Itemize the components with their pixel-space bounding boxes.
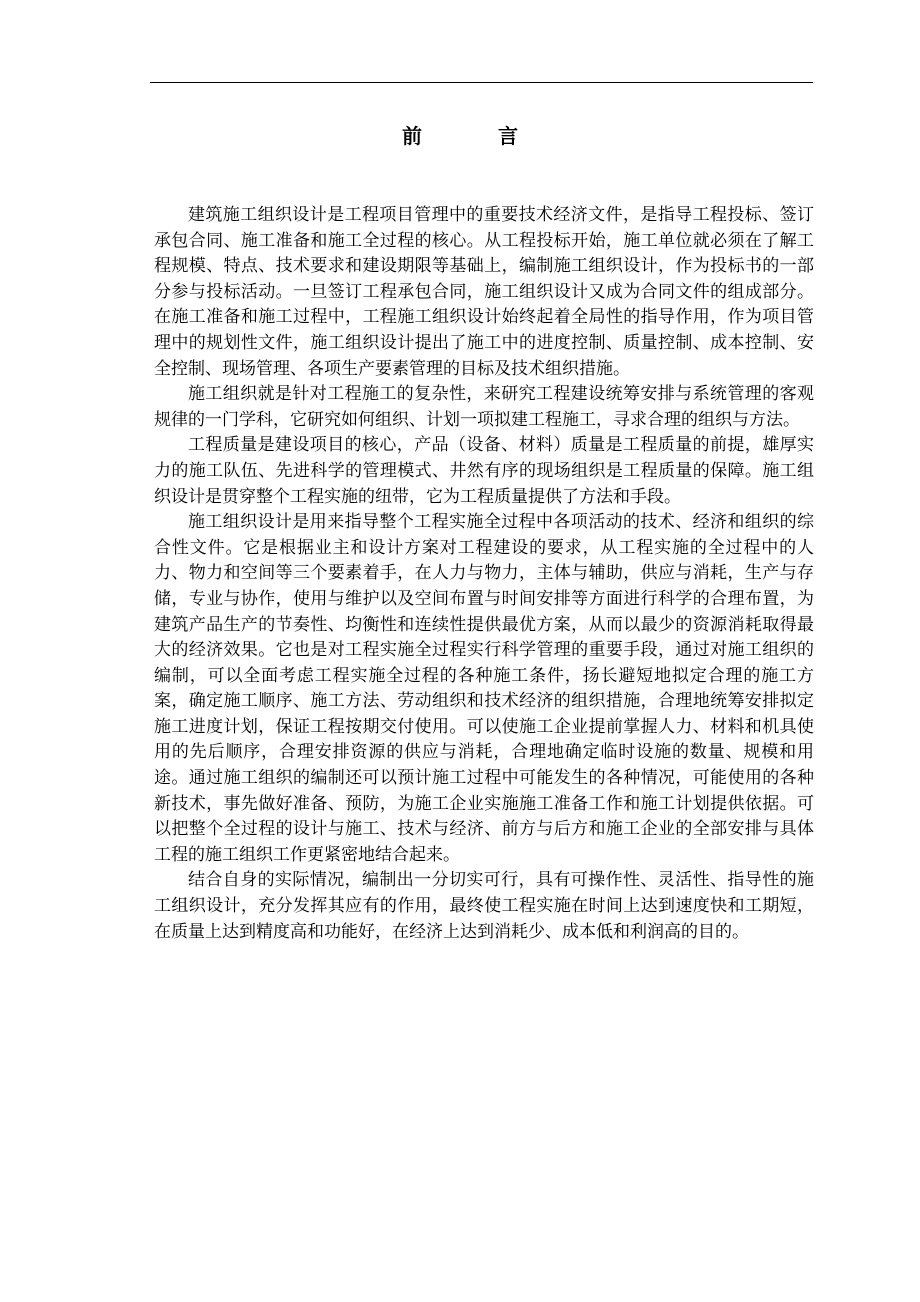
header-rule [150,82,813,83]
paragraph-2: 施工组织就是针对工程施工的复杂性，来研究工程建设统筹安排与系统管理的客观规律的一门学科，它研究如何组织、计划一项拟建工程施工，寻求合理的组织与方法。 [154,384,814,430]
paragraph-1: 建筑施工组织设计是工程项目管理中的重要技术经济文件，是指导工程投标、签订承包合同、施工准备和施工全过程的核心。从工程投标开始，施工单位就必须在了解工程规模、特点、技术要求和建设期限等基础上，编制施工组织设计，作为投标书的一部分参与投标活动。一旦签订工程承包合同，施工组织设计又成为合同文件的组成部分。在施工准备和施工过程中，工程施工组织设计始终起着全局性的指导作用，作为项目管理中的规划性文件，施工组织设计提出了施工中的进度控制、质量控制、成本控制、安全控制、现场管理、各项生产要素管理的目标及技术组织措施。 [154,205,814,379]
paragraph-3: 工程质量是建设项目的核心，产品（设备、材料）质量是工程质量的前提，雄厚实力的施工队伍、先进科学的管理模式、井然有序的现场组织是工程质量的保障。施工组织设计是贯穿整个工程实施的纽带，它为工程质量提供了方法和手段。 [154,435,814,507]
paragraph-5: 结合自身的实际情况，编制出一分切实可行，具有可操作性、灵活性、指导性的施工组织设计，充分发挥其应有的作用，最终使工程实施在时间上达到速度快和工期短，在质量上达到精度高和功能好，在经济上达到消耗少、成本低和利润高的目的。 [154,870,814,942]
page-title: 前 言 [402,124,546,148]
document-body [154,203,814,945]
paragraph-4: 施工组织设计是用来指导整个工程实施全过程中各项活动的技术、经济和组织的综合性文件。它是根据业主和设计方案对工程建设的要求，从工程实施的全过程中的人力、物力和空间等三个要素着手，在人力与物力，主体与辅助，供应与消耗，生产与存储，专业与协作，使用与维护以及空间布置与时间安排等方面进行科学的合理布置，为建筑产品生产的节奏性、均衡性和连续性提供最优方案，从而以最少的资源消耗取得最大的经济效果。它也是对工程实施全过程实行科学管理的重要手段，通过对施工组织的编制，可以全面考虑工程实施全过程的各种施工条件，扬长避短地拟定合理的施工方案，确定施工顺序、施工方法、劳动组织和技术经济的组织措施，合理地统筹安排拟定施工进度计划，保证工程按期交付使用。可以使施工企业提前掌握人力、材料和机具使用的先后顺序，合理安排资源的供应与消耗，合理地确定临时设施的数量、规模和用途。通过施工组织的编制还可以预计施工过程中可能发生的各种情况，可能使用的各种新技术，事先做好准备、预防，为施工企业实施施工准备工作和施工计划提供依据。可以把整个全过程的设计与施工、技术与经济、前方与后方和施工企业的全部安排与具体工程的施工组织工作更紧密地结合起来。 [154,512,814,865]
